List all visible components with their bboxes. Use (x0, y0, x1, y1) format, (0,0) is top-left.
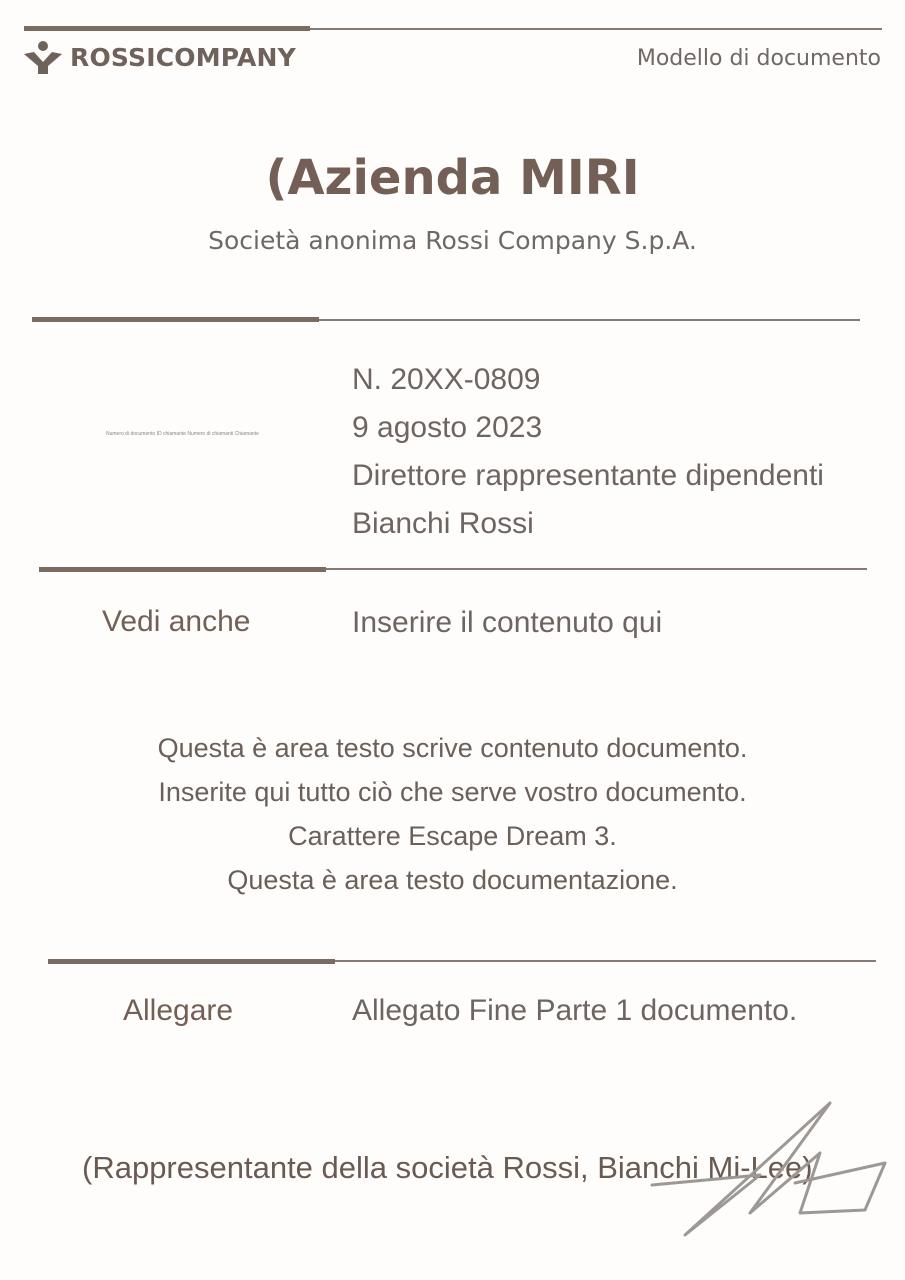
see-also-rule-thick (39, 567, 326, 572)
page-subtitle: Società anonima Rossi Company S.p.A. (208, 226, 697, 255)
info-rule-thick (32, 317, 319, 322)
body-line: Questa è area testo documentazione. (227, 865, 678, 895)
body-line: Inserite qui tutto ciò che serve vostro documento. (158, 777, 747, 807)
info-caption: Numero di documento ID chiamante Numero di chiamanti Chiamante (106, 431, 259, 437)
see-also-rule-thin (326, 568, 867, 570)
page-title: (Azienda MIRI (265, 150, 640, 206)
header-rule-thick (24, 26, 310, 31)
body-text (0, 726, 905, 902)
attachment-value: Allegato Fine Parte 1 documento. (352, 994, 798, 1027)
document-type-label: Modello di documento (636, 46, 881, 71)
info-rule-thin (319, 319, 860, 321)
signature-scribble-icon (640, 1095, 900, 1245)
brand-logo (24, 40, 296, 74)
see-also-value: Inserire il contenuto qui (352, 606, 663, 639)
attachment-label: Allegare (123, 994, 234, 1027)
document-role: Direttore rappresentante dipendenti (352, 459, 824, 492)
info-block (352, 356, 824, 548)
brand-name: ROSSICOMPANY (70, 42, 296, 72)
signature-text: (Rappresentante della società Rossi, Bianchi Mi-Lee) (82, 1150, 813, 1185)
body-line: Questa è area testo scrive contenuto documento. (157, 733, 748, 763)
attachment-rule-thick (48, 959, 335, 964)
document-number: N. 20XX-0809 (352, 363, 541, 396)
attachment-rule-thin (335, 960, 876, 962)
document-date: 9 agosto 2023 (352, 411, 543, 444)
see-also-label: Vedi anche (102, 605, 251, 638)
body-line: Carattere Escape Dream 3. (288, 821, 617, 851)
person-arms-up-icon (24, 40, 62, 74)
document-person: Bianchi Rossi (352, 507, 534, 540)
header-rule-thin (310, 28, 882, 30)
